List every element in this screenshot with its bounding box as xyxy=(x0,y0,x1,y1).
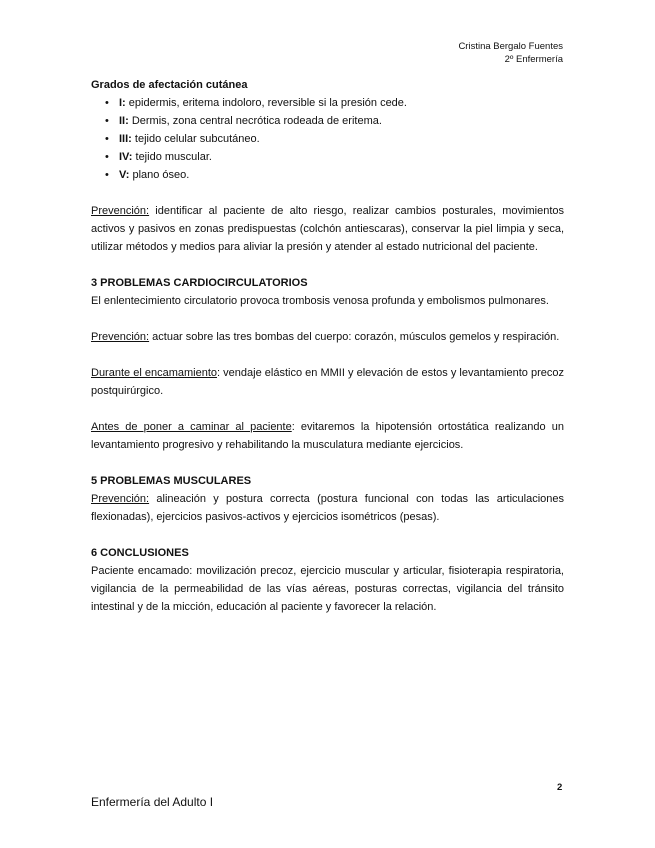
prevention-text: identificar al paciente de alto riesgo, realizar cambios posturales, movimientos activos y pasivos en zonas predispuestas (colchón antiescaras), conservar la piel limpia y seca, utilizar métodos y medios para aliviar la presión y atender al estado nutricional del paciente. xyxy=(91,205,564,253)
list-item xyxy=(119,112,564,130)
grade-text: epidermis, eritema indoloro, reversible si la presión cede. xyxy=(125,97,407,109)
walk-text: : evitaremos la hipotensión ortostática realizando un levantamiento progresivo y rehabilitando la musculatura mediante ejercicios. xyxy=(91,421,564,451)
grade-label: II: xyxy=(119,115,129,127)
grade-label: IV: xyxy=(119,151,133,163)
prevention-label: Prevención: xyxy=(91,493,150,505)
prevention-label: Prevención: xyxy=(91,205,150,217)
grade-text: tejido celular subcutáneo. xyxy=(131,133,260,145)
walk-label: Antes de poner a caminar al paciente xyxy=(91,421,292,433)
grade-label: III: xyxy=(119,133,132,145)
prevention-label: Prevención: xyxy=(91,331,150,343)
grade-text: Dermis, zona central necrótica rodeada de eritema. xyxy=(128,115,382,127)
grades-list xyxy=(91,94,564,184)
grade-text: plano óseo. xyxy=(129,169,190,181)
grade-text: tejido muscular. xyxy=(132,151,212,163)
list-item xyxy=(119,130,564,148)
bed-label: Durante el encamamiento xyxy=(91,367,218,379)
section-6-heading: 6 CONCLUSIONES xyxy=(91,547,189,559)
section-3-heading: 3 PROBLEMAS CARDIOCIRCULATORIOS xyxy=(91,277,308,289)
grades-heading: Grados de afectación cutánea xyxy=(91,79,248,91)
section-3-walk xyxy=(91,418,564,454)
section-5-prevention xyxy=(91,490,564,526)
bed-text: : vendaje elástico en MMII y elevación de estos y levantamiento precoz postquirúrgico. xyxy=(91,367,564,397)
prevention-paragraph xyxy=(91,202,564,256)
prevention-text: alineación y postura correcta (postura funcional con todas las articulaciones flexionadas), ejercicios pasivos-activos y ejercicios isométricos (pesas). xyxy=(91,493,564,523)
course-name: 2º Enfermería xyxy=(504,54,563,65)
section-3-prevention xyxy=(91,328,564,346)
author-name: Cristina Bergalo Fuentes xyxy=(458,41,563,52)
page-header xyxy=(458,40,563,66)
grade-label: V: xyxy=(119,169,130,181)
list-item xyxy=(119,148,564,166)
prevention-text: actuar sobre las tres bombas del cuerpo: corazón, músculos gemelos y respiración. xyxy=(149,331,560,343)
page-number: 2 xyxy=(557,782,563,793)
grade-label: I: xyxy=(119,97,126,109)
list-item xyxy=(119,94,564,112)
section-6-text: Paciente encamado: movilización precoz, ejercicio muscular y articular, fisioterapia respiratoria, vigilancia de la permeabilidad de las vías aéreas, posturas correctas, vigilancia del tránsito intestinal y de la micción, educación al paciente y favorecer la relación. xyxy=(91,565,564,613)
list-item xyxy=(119,166,564,184)
section-3-intro: El enlentecimiento circulatorio provoca trombosis venosa profunda y embolismos pulmonares. xyxy=(91,295,549,307)
section-5-heading: 5 PROBLEMAS MUSCULARES xyxy=(91,475,252,487)
section-3-bed xyxy=(91,364,564,400)
page-content xyxy=(91,76,564,616)
page-footer: Enfermería del Adulto I xyxy=(91,795,214,809)
